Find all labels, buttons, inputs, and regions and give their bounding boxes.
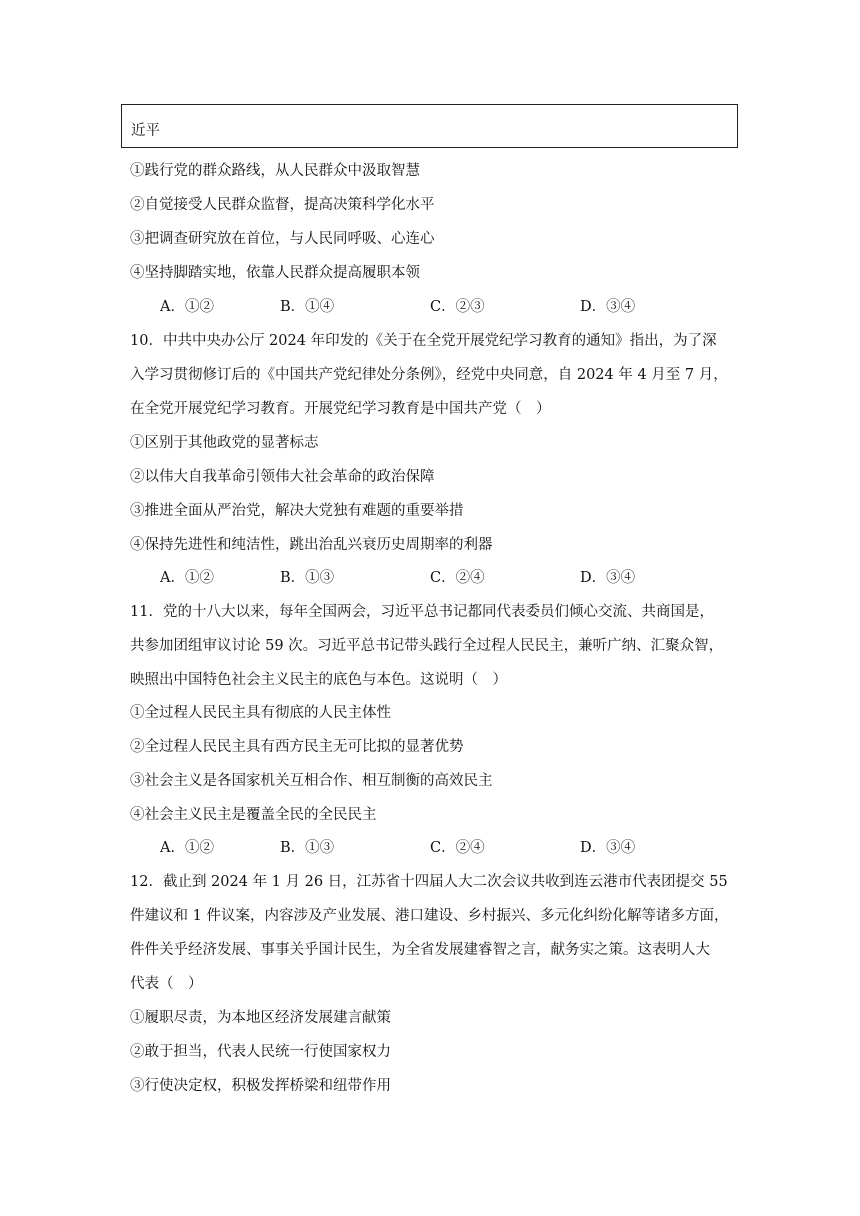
q12-stem-line-4: 代表（ ） <box>130 976 203 992</box>
q9-option-c: C．②③ <box>430 299 485 315</box>
q11-stem-line-2: 共参加团组审议讨论 59 次。习近平总书记带头践行全过程人民民主，兼听广纳、汇聚众智， <box>130 638 724 654</box>
q9-option-b: B．①④ <box>280 299 335 315</box>
q10-option-a: A．①② <box>160 570 214 586</box>
q11-item-3: ③社会主义是各国家机关互相合作、相互制衡的高效民主 <box>130 773 493 789</box>
box-text: 近平 <box>131 123 160 139</box>
q10-stem-line-2: 入学习贯彻修订后的《中国共产党纪律处分条例》，经党中央同意，自 2024 年 4 月至 7 月， <box>130 367 728 383</box>
q9-item-1: ①践行党的群众路线，从人民群众中汲取智慧 <box>130 163 420 179</box>
q10-option-d: D．③④ <box>580 570 636 586</box>
q11-option-b: B．①③ <box>280 840 335 856</box>
q10-item-3: ③推进全面从严治党，解决大党独有难题的重要举措 <box>130 503 464 519</box>
q10-stem-line-3: 在全党开展党纪学习教育。开展党纪学习教育是中国共产党（ ） <box>130 401 551 417</box>
q10-item-2: ②以伟大自我革命引领伟大社会革命的政治保障 <box>130 469 435 485</box>
q10-item-1: ①区别于其他政党的显著标志 <box>130 435 319 451</box>
q10-option-b: B．①③ <box>280 570 335 586</box>
q11-item-1: ①全过程人民民主具有彻底的人民主体性 <box>130 705 391 721</box>
q11-option-c: C．②④ <box>430 840 485 856</box>
q11-stem-line-1: 11．党的十八大以来，每年全国两会，习近平总书记都同代表委员们倾心交流、共商国是， <box>130 604 714 620</box>
q12-stem-line-2: 件建议和 1 件议案，内容涉及产业发展、港口建设、乡村振兴、多元化纠纷化解等诸多方面， <box>130 908 729 924</box>
q12-item-1: ①履职尽责，为本地区经济发展建言献策 <box>130 1010 391 1026</box>
q9-item-4: ④坚持脚踏实地，依靠人民群众提高履职本领 <box>130 265 420 281</box>
q12-stem-line-1: 12．截止到 2024 年 1 月 26 日，江苏省十四届人大二次会议共收到连云港市代表团提交 55 <box>130 874 728 890</box>
q12-stem-line-3: 件件关乎经济发展、事事关乎国计民生，为全省发展建睿智之言，献务实之策。这表明人大 <box>130 942 710 958</box>
previous-question-tail-box <box>121 104 738 148</box>
q9-option-d: D．③④ <box>580 299 636 315</box>
q10-stem-line-1: 10．中共中央办公厅 2024 年印发的《关于在全党开展党纪学习教育的通知》指出，为了深 <box>130 333 717 349</box>
q11-stem-line-3: 映照出中国特色社会主义民主的底色与本色。这说明（ ） <box>130 672 507 688</box>
q10-item-4: ④保持先进性和纯洁性，跳出治乱兴衰历史周期率的利器 <box>130 537 493 553</box>
q9-item-2: ②自觉接受人民群众监督，提高决策科学化水平 <box>130 197 435 213</box>
q9-option-a: A．①② <box>160 299 214 315</box>
q11-option-d: D．③④ <box>580 840 636 856</box>
q9-item-3: ③把调查研究放在首位，与人民同呼吸、心连心 <box>130 231 435 247</box>
q11-option-a: A．①② <box>160 840 214 856</box>
q11-item-2: ②全过程人民民主具有西方民主无可比拟的显著优势 <box>130 739 464 755</box>
q11-item-4: ④社会主义民主是覆盖全民的全民民主 <box>130 807 377 823</box>
q12-item-3: ③行使决定权，积极发挥桥梁和纽带作用 <box>130 1078 391 1094</box>
q10-option-c: C．②④ <box>430 570 485 586</box>
q12-item-2: ②敢于担当，代表人民统一行使国家权力 <box>130 1044 391 1060</box>
